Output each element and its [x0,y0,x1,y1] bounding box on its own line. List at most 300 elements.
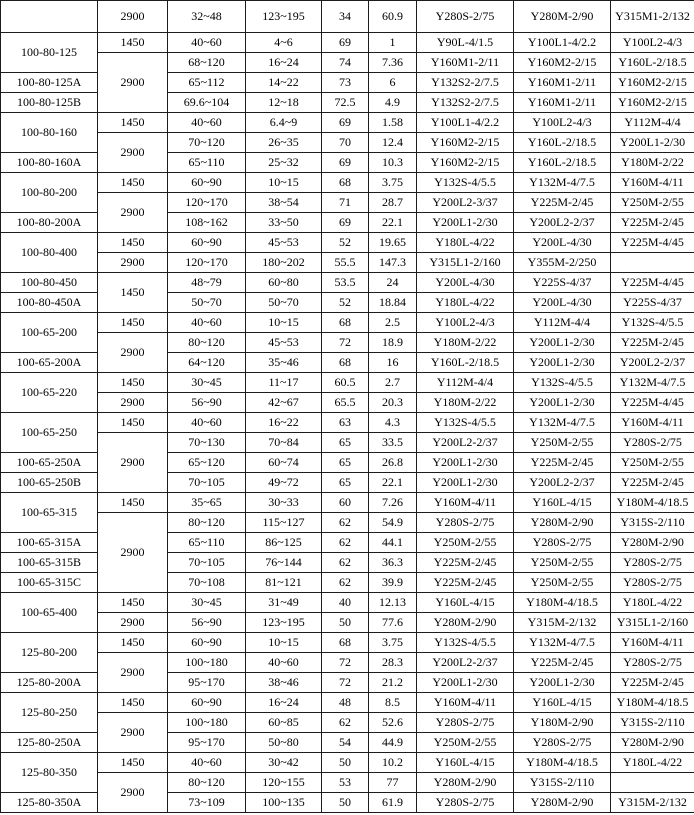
table-cell: 54 [322,733,369,753]
table-cell: Y132M-4/7.5 [611,373,694,393]
table-cell: 52 [322,233,369,253]
table-cell: Y225M-4/45 [611,233,694,253]
table-cell: 68 [322,313,369,333]
table-cell: Y250M-2/55 [417,733,514,753]
table-cell: 100-65-400 [1,593,98,633]
table-cell: 48 [322,693,369,713]
table-cell: 125-80-350 [1,753,98,793]
table-cell: 61.9 [369,793,417,813]
table-cell: 45~53 [246,233,322,253]
table-cell: 54.9 [369,513,417,533]
table-cell: 10~15 [246,313,322,333]
table-cell: 26.8 [369,453,417,473]
table-cell: 1450 [98,113,168,133]
table-cell: Y132S2-2/7.5 [417,73,514,93]
table-row [1,593,694,613]
table-cell: 70~130 [168,433,246,453]
table-cell: 80~120 [168,773,246,793]
table-cell: Y200L1-2/30 [514,393,611,413]
table-cell: 48~79 [168,273,246,293]
table-cell: 53.5 [322,273,369,293]
table-cell: Y200L-4/30 [417,273,514,293]
table-cell: 70~105 [168,473,246,493]
table-cell: Y315M-2/132 [514,613,611,633]
table-cell: Y280S-2/75 [514,733,611,753]
table-cell: 77.6 [369,613,417,633]
table-cell: 100-80-400 [1,233,98,273]
table-cell: 50~70 [246,293,322,313]
table-cell: Y225M-4/45 [611,393,694,413]
table-cell: Y225M-4/45 [611,273,694,293]
empty-cell [1,1,98,33]
table-cell: 40~60 [168,753,246,773]
table-cell: Y280M-2/90 [514,793,611,813]
table-cell: 65~112 [168,73,246,93]
table-cell: 100~180 [168,713,246,733]
table-cell: 95~170 [168,733,246,753]
table-cell: 4.9 [369,93,417,113]
table-cell: 100-65-315A [1,533,98,553]
table-cell: 62 [322,513,369,533]
table-cell: 80~120 [168,333,246,353]
empty-cell [611,253,694,273]
table-cell: 12.4 [369,133,417,153]
table-cell: Y250M-2/55 [611,453,694,473]
table-cell: Y132S-4/5.5 [417,633,514,653]
table-cell: 38~46 [246,673,322,693]
table-cell: 71 [322,193,369,213]
table-cell: 4~6 [246,33,322,53]
table-cell: 12~18 [246,93,322,113]
table-cell: 100-80-200A [1,213,98,233]
table-row [1,713,694,733]
table-cell: 64~120 [168,353,246,373]
table-cell: 52.6 [369,713,417,733]
table-cell: 73~109 [168,793,246,813]
table-cell: 60~90 [168,633,246,653]
table-cell: 125-80-250A [1,733,98,753]
table-cell: Y250M-2/55 [611,193,694,213]
table-cell: 19.65 [369,233,417,253]
table-cell: Y200L1-2/30 [417,453,514,473]
table-cell: Y180M-4/18.5 [611,693,694,713]
table-cell: 62 [322,573,369,593]
table-cell: 6 [369,73,417,93]
table-cell: 11~17 [246,373,322,393]
table-cell: Y315M-2/132 [611,793,694,813]
table-cell: Y200L1-2/30 [514,673,611,693]
table-cell: 20.3 [369,393,417,413]
table-cell: Y355M-2/250 [514,253,611,273]
table-cell: 50 [322,613,369,633]
table-cell: Y200L1-2/30 [417,213,514,233]
table-cell: 16~22 [246,413,322,433]
table-cell: 1450 [98,593,168,613]
table-cell: Y160M2-2/15 [514,53,611,73]
table-row [1,513,694,533]
table-cell: Y280S-2/75 [417,713,514,733]
table-cell: Y160M-4/11 [417,493,514,513]
table-cell: 120~155 [246,773,322,793]
table-cell: 1450 [98,233,168,253]
table-cell: 100-65-315B [1,553,98,573]
table-cell: Y225M-2/45 [514,193,611,213]
table-cell: 50~70 [168,293,246,313]
table-cell: 65~110 [168,533,246,553]
table-cell: 65 [322,453,369,473]
table-cell: 40~60 [168,413,246,433]
table-cell: 68 [322,173,369,193]
table-cell: Y160L-4/15 [514,493,611,513]
empty-cell [611,773,694,793]
table-cell: Y225M-2/45 [611,213,694,233]
table-cell: 100-80-125B [1,93,98,113]
table-cell: 80~120 [168,513,246,533]
table-cell: 2900 [98,613,168,633]
table-row [1,753,694,773]
table-cell: Y160M1-2/11 [417,53,514,73]
table-row [1,1,694,33]
table-row [1,253,694,273]
table-cell: 62 [322,553,369,573]
table-cell: 62 [322,713,369,733]
table-cell: Y280M-2/90 [514,1,611,33]
table-cell: 100-65-200 [1,313,98,353]
table-cell: 123~195 [246,613,322,633]
table-cell: 100-65-220 [1,373,98,413]
table-cell: Y180M-4/18.5 [514,753,611,773]
table-cell: Y315S-2/110 [611,513,694,533]
table-cell: Y280M-2/90 [514,513,611,533]
table-cell: 1450 [98,493,168,513]
table-cell: 125-80-350A [1,793,98,813]
table-cell: 65~110 [168,153,246,173]
table-cell: 69 [322,113,369,133]
table-cell: Y200L-4/30 [514,293,611,313]
table-cell: 50 [322,793,369,813]
table-cell: Y160M-4/11 [611,633,694,653]
table-cell: 10.3 [369,153,417,173]
table-cell: 180~202 [246,253,322,273]
table-cell: 16~24 [246,53,322,73]
table-cell: 1450 [98,413,168,433]
table-cell: 100~135 [246,793,322,813]
table-cell: Y280M-2/90 [611,733,694,753]
table-cell: Y225M-2/45 [514,653,611,673]
table-cell: Y225S-4/37 [514,273,611,293]
table-cell: 100~180 [168,653,246,673]
table-row [1,693,694,713]
table-cell: Y112M-4/4 [514,313,611,333]
table-cell: 55.5 [322,253,369,273]
table-cell: 7.36 [369,53,417,73]
table-cell: Y132S-4/5.5 [611,313,694,333]
table-cell: 53 [322,773,369,793]
table-cell: 63 [322,413,369,433]
table-cell: 21.2 [369,673,417,693]
table-cell: Y100L2-4/3 [514,113,611,133]
table-cell: 95~170 [168,673,246,693]
table-cell: 2900 [98,253,168,273]
table-cell: Y315M1-2/132 [611,1,694,33]
table-cell: Y225S-4/37 [611,293,694,313]
table-cell: Y200L-4/30 [514,233,611,253]
table-cell: 120~170 [168,193,246,213]
table-cell: Y200L1-2/30 [514,333,611,353]
table-cell: Y132S-4/5.5 [417,413,514,433]
pump-table-body [1,1,694,813]
table-cell: 100-65-250B [1,473,98,493]
table-cell: Y180L-4/22 [611,593,694,613]
table-cell: 45~53 [246,333,322,353]
table-row [1,633,694,653]
table-cell: 73 [322,73,369,93]
table-cell: Y132S2-2/7.5 [417,93,514,113]
table-cell: 70~84 [246,433,322,453]
table-cell: Y180L-4/22 [417,293,514,313]
table-cell: Y160M-4/11 [611,413,694,433]
table-row [1,613,694,633]
table-cell: Y160L-2/18.5 [417,353,514,373]
table-cell: Y280S-2/75 [417,513,514,533]
table-cell: Y112M-4/4 [417,373,514,393]
table-row [1,133,694,153]
table-cell: Y200L2-2/37 [514,473,611,493]
table-cell: 115~127 [246,513,322,533]
table-cell: 65 [322,473,369,493]
table-cell: 2.7 [369,373,417,393]
table-cell: 72 [322,673,369,693]
table-cell: Y250M-2/55 [514,433,611,453]
table-cell: 69.6~104 [168,93,246,113]
table-cell: 30~45 [168,373,246,393]
table-cell: 100-65-315C [1,573,98,593]
table-row [1,313,694,333]
table-cell: 100-65-200A [1,353,98,373]
table-cell: 147.3 [369,253,417,273]
table-cell: 65~120 [168,453,246,473]
table-row [1,773,694,793]
table-cell: 44.1 [369,533,417,553]
table-cell: Y200L1-2/30 [611,133,694,153]
table-cell: 100-80-450A [1,293,98,313]
table-cell: Y160L-4/15 [514,693,611,713]
table-row [1,233,694,253]
table-cell: Y225M-2/45 [417,573,514,593]
table-cell: 69 [322,33,369,53]
table-cell: 31~49 [246,593,322,613]
table-cell: 70 [322,133,369,153]
table-cell: Y180L-4/22 [417,233,514,253]
table-cell: 81~121 [246,573,322,593]
table-cell: 72.5 [322,93,369,113]
table-cell: 38~54 [246,193,322,213]
table-cell: 3.75 [369,173,417,193]
table-row [1,413,694,433]
table-cell: Y280S-2/75 [611,573,694,593]
table-cell: 120~170 [168,253,246,273]
table-cell: Y160M1-2/11 [514,93,611,113]
table-cell: 1450 [98,313,168,333]
table-cell: Y160L-2/18.5 [611,53,694,73]
table-row [1,273,694,293]
table-cell: 1450 [98,273,168,313]
table-cell: 42~67 [246,393,322,413]
table-cell: Y225M-2/45 [611,333,694,353]
table-cell: 28.3 [369,653,417,673]
table-cell: Y315L1-2/160 [611,613,694,633]
table-cell: Y160M-4/11 [611,173,694,193]
table-cell: 100-80-450 [1,273,98,293]
table-cell: 52 [322,293,369,313]
table-cell: Y160L-2/18.5 [514,153,611,173]
table-cell: 72 [322,653,369,673]
table-cell: Y160M-4/11 [417,693,514,713]
table-cell: 35~65 [168,493,246,513]
table-cell: Y132M-4/7.5 [514,173,611,193]
table-cell: 10~15 [246,173,322,193]
table-cell: 25~32 [246,153,322,173]
table-cell: 125-80-250 [1,693,98,733]
table-cell: 68 [322,353,369,373]
table-cell: 77 [369,773,417,793]
table-cell: 30~42 [246,753,322,773]
table-cell: 60.5 [322,373,369,393]
table-cell: 100-65-250A [1,453,98,473]
table-cell: 33~50 [246,213,322,233]
table-row [1,193,694,213]
table-cell: 100-80-160 [1,113,98,153]
table-row [1,113,694,133]
table-row [1,393,694,413]
table-cell: 1450 [98,753,168,773]
table-cell: 40~60 [168,313,246,333]
table-cell: Y180M-4/18.5 [611,493,694,513]
table-cell: 100-80-125 [1,33,98,73]
table-cell: 100-80-200 [1,173,98,213]
table-cell: 1450 [98,633,168,653]
table-cell: 70~108 [168,573,246,593]
table-cell: 40~60 [168,33,246,53]
table-cell: 60~80 [246,273,322,293]
table-cell: 125-80-200 [1,633,98,673]
table-cell: Y225M-2/45 [611,473,694,493]
table-row [1,433,694,453]
table-cell: Y100L2-4/3 [611,33,694,53]
table-cell: 56~90 [168,393,246,413]
table-cell: 40~60 [246,653,322,673]
table-cell: 16~24 [246,693,322,713]
table-cell: Y160L-4/15 [417,593,514,613]
table-cell: 24 [369,273,417,293]
table-cell: Y250M-2/55 [417,533,514,553]
table-cell: Y132M-4/7.5 [514,633,611,653]
table-row [1,333,694,353]
table-cell: 39.9 [369,573,417,593]
table-cell: Y200L2-2/37 [514,213,611,233]
table-cell: Y200L2-2/37 [417,433,514,453]
table-cell: 70~120 [168,133,246,153]
table-cell: 68 [322,633,369,653]
table-cell: Y200L1-2/30 [417,673,514,693]
table-cell: 86~125 [246,533,322,553]
table-cell: 72 [322,333,369,353]
table-cell: Y200L2-3/37 [417,193,514,213]
table-cell: 32~48 [168,1,246,33]
table-cell: 22.1 [369,473,417,493]
table-cell: 62 [322,533,369,553]
table-cell: 1 [369,33,417,53]
table-row [1,53,694,73]
table-cell: 40 [322,593,369,613]
table-cell: 2900 [98,773,168,813]
table-cell: Y180M-2/22 [417,393,514,413]
table-cell: Y315S-2/110 [611,713,694,733]
table-cell: Y160L-4/15 [417,753,514,773]
table-cell: 30~33 [246,493,322,513]
table-cell: Y132M-4/7.5 [514,413,611,433]
table-cell: 14~22 [246,73,322,93]
table-cell: 26~35 [246,133,322,153]
table-cell: Y315S-2/110 [514,773,611,793]
table-cell: Y225M-2/45 [611,673,694,693]
table-cell: 60.9 [369,1,417,33]
table-row [1,653,694,673]
table-cell: Y180M-2/22 [611,153,694,173]
table-cell: Y280S-2/75 [514,533,611,553]
table-cell: 2900 [98,193,168,233]
table-cell: 60 [322,493,369,513]
table-row [1,173,694,193]
table-cell: 100-80-160A [1,153,98,173]
table-cell: 7.26 [369,493,417,513]
table-cell: Y280M-2/90 [417,613,514,633]
table-row [1,493,694,513]
table-cell: 50~80 [246,733,322,753]
table-cell: 2900 [98,433,168,493]
table-cell: 18.9 [369,333,417,353]
table-cell: Y132S-4/5.5 [417,173,514,193]
table-cell: 44.9 [369,733,417,753]
table-cell: 60~74 [246,453,322,473]
table-cell: 28.7 [369,193,417,213]
table-cell: 36.3 [369,553,417,573]
table-cell: Y225M-2/45 [417,553,514,573]
table-cell: 3.75 [369,633,417,653]
table-cell: 60~90 [168,693,246,713]
table-cell: Y225M-2/45 [514,453,611,473]
table-cell: 1450 [98,33,168,53]
table-cell: Y100L1-4/2.2 [417,113,514,133]
table-cell: 1450 [98,693,168,713]
table-cell: 2.5 [369,313,417,333]
table-cell: 60~90 [168,173,246,193]
table-cell: Y100L1-4/2.2 [514,33,611,53]
table-cell: 2900 [98,513,168,593]
table-cell: 18.84 [369,293,417,313]
table-cell: 1.58 [369,113,417,133]
table-cell: Y280S-2/75 [611,553,694,573]
table-cell: 34 [322,1,369,33]
table-cell: 40~60 [168,113,246,133]
table-cell: 60~90 [168,233,246,253]
table-cell: Y250M-2/55 [514,553,611,573]
table-cell: 69 [322,213,369,233]
table-cell: Y200L2-2/37 [417,653,514,673]
table-cell: 123~195 [246,1,322,33]
table-cell: 2900 [98,133,168,173]
table-row [1,373,694,393]
